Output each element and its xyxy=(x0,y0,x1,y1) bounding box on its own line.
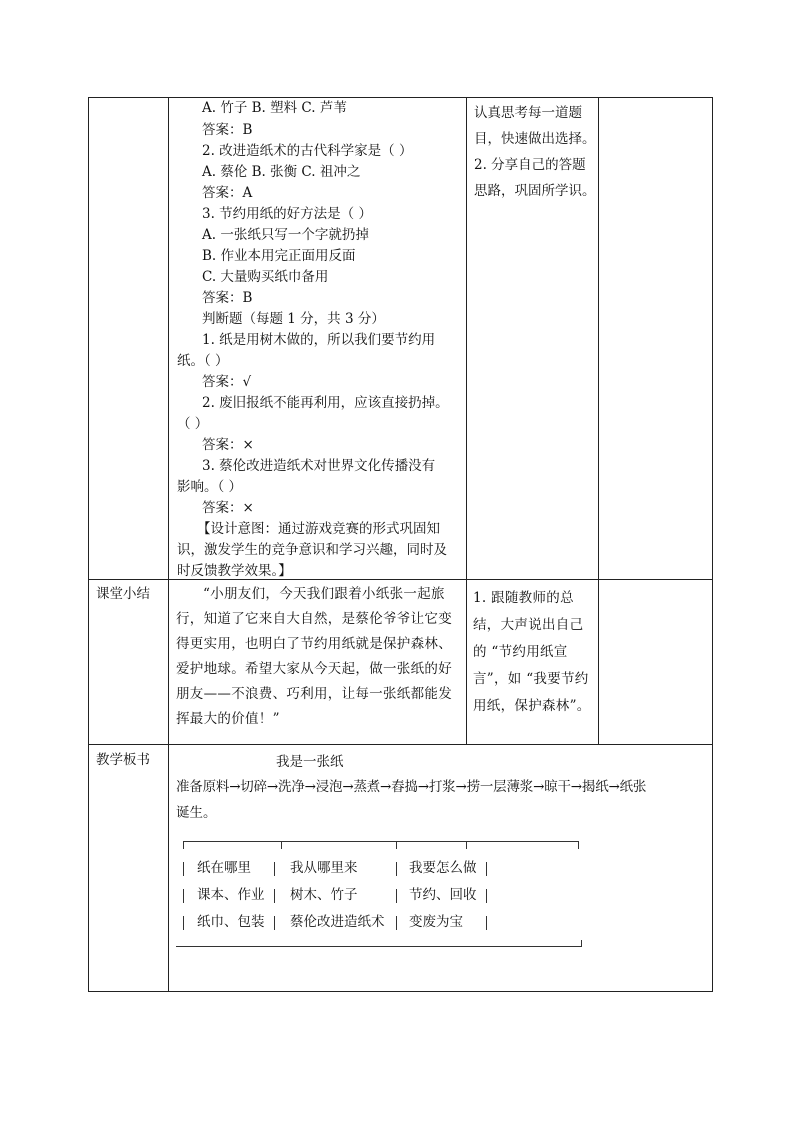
table-top-border xyxy=(88,97,713,98)
board-col1-row2: 课本、作业 xyxy=(197,887,265,903)
board-process-line2: 诞生。 xyxy=(176,805,217,821)
tf3-answer: 答案：× xyxy=(202,500,254,516)
q3-answer: 答案：B xyxy=(202,290,253,306)
tf2-line1: 2. 废旧报纸不能再利用，应该直接扔掉。 xyxy=(202,395,449,411)
q2-answer: 答案：A xyxy=(202,185,253,201)
board-title: 我是一张纸 xyxy=(276,754,344,770)
board-bar xyxy=(396,862,397,876)
board-col3-row3: 变废为宝 xyxy=(409,914,463,930)
column-divider-1 xyxy=(168,97,169,992)
board-tick xyxy=(281,841,282,849)
board-table-bottom xyxy=(176,946,582,947)
column-divider-2 xyxy=(466,97,467,745)
true-false-title: 判断题（每题 1 分，共 3 分） xyxy=(202,311,385,327)
board-bar xyxy=(274,889,275,903)
board-bar xyxy=(396,916,397,930)
summary-label: 课堂小结 xyxy=(96,586,150,602)
board-bar xyxy=(274,862,275,876)
board-bar xyxy=(183,889,184,903)
board-col2-row2: 树木、竹子 xyxy=(290,887,358,903)
tf2-line2: （ ） xyxy=(177,416,209,432)
board-col1-row1: 纸在哪里 xyxy=(197,860,251,876)
board-bar xyxy=(486,916,487,930)
table-bottom-border xyxy=(88,991,713,992)
q3-option-b: B. 作业本用完正面用反面 xyxy=(202,248,356,264)
student-activity-line1: 认真思考每一道题 xyxy=(474,105,582,121)
board-bar xyxy=(183,916,184,930)
board-tick xyxy=(578,841,579,849)
board-bar xyxy=(486,862,487,876)
q3-option-c: C. 大量购买纸巾备用 xyxy=(202,269,329,285)
tf1-answer: 答案：√ xyxy=(202,374,252,390)
tf3-line2: 影响。（ ） xyxy=(177,479,243,495)
table-left-border xyxy=(88,97,89,992)
board-col3-row1: 我要怎么做 xyxy=(409,860,477,876)
row-divider-board xyxy=(88,744,713,745)
tf1-line2: 纸。（ ） xyxy=(177,353,229,369)
q2-stem: 2. 改进造纸术的古代科学家是（ ） xyxy=(202,143,413,159)
summary-student-text: 1. 跟随教师的总结，大声说出自己的 “节约用纸宣言”，如 “我要节约用纸，保护森林”。 xyxy=(473,590,591,714)
column-divider-3 xyxy=(598,97,599,745)
tf3-line1: 3. 蔡伦改进造纸术对世界文化传播没有 xyxy=(202,458,436,474)
design-intent-line3: 时反馈教学效果。】 xyxy=(177,563,292,579)
q3-option-a: A. 一张纸只写一个字就扔掉 xyxy=(202,227,369,243)
student-activity-line2: 目，快速做出选择。 xyxy=(474,131,596,147)
board-col2-row1: 我从哪里来 xyxy=(290,860,358,876)
board-bar xyxy=(183,862,184,876)
board-tick xyxy=(466,841,467,849)
tf1-line1: 1. 纸是用树木做的，所以我们要节约用 xyxy=(202,332,436,348)
board-tick xyxy=(581,940,582,947)
board-table-top xyxy=(183,841,579,842)
board-bar xyxy=(486,889,487,903)
board-col3-row2: 节约、回收 xyxy=(409,887,477,903)
q1-answer: 答案：B xyxy=(202,122,253,138)
q2-options: A. 蔡伦 B. 张衡 C. 祖冲之 xyxy=(202,164,361,180)
summary-text: “小朋友们，今天我们跟着小纸张一起旅行，知道了它来自大自然，是蔡伦爷爷让它变得更实用，也明白了节约用纸就是保护森林、爱护地球。希望大家从今天起，做一张纸的好朋友——不浪费、巧利用，让每一张纸都能发挥最大的价值！” xyxy=(176,586,452,727)
table-right-border xyxy=(712,97,713,992)
q1-options: A. 竹子 B. 塑料 C. 芦苇 xyxy=(202,100,347,116)
board-label: 教学板书 xyxy=(96,752,150,768)
board-process-line1: 准备原料→切碎→洗净→浸泡→蒸煮→舂捣→打浆→捞一层薄浆→晾干→揭纸→纸张 xyxy=(176,779,647,795)
tf2-answer: 答案：× xyxy=(202,437,254,453)
board-bar xyxy=(274,916,275,930)
q3-stem: 3. 节约用纸的好方法是（ ） xyxy=(202,206,372,222)
student-activity-line4: 思路，巩固所学识。 xyxy=(474,183,596,199)
design-intent-line2: 识，激发学生的竞争意识和学习兴趣，同时及 xyxy=(177,542,447,558)
student-activity-line3: 2. 分享自己的答题 xyxy=(474,157,586,173)
board-col1-row3: 纸巾、包装 xyxy=(197,914,265,930)
board-tick xyxy=(183,841,184,849)
design-intent-line1: 【设计意图：通过游戏竞赛的形式巩固知 xyxy=(197,521,440,537)
board-col2-row3: 蔡伦改进造纸术 xyxy=(290,914,385,930)
board-bar xyxy=(396,889,397,903)
board-tick xyxy=(396,841,397,849)
